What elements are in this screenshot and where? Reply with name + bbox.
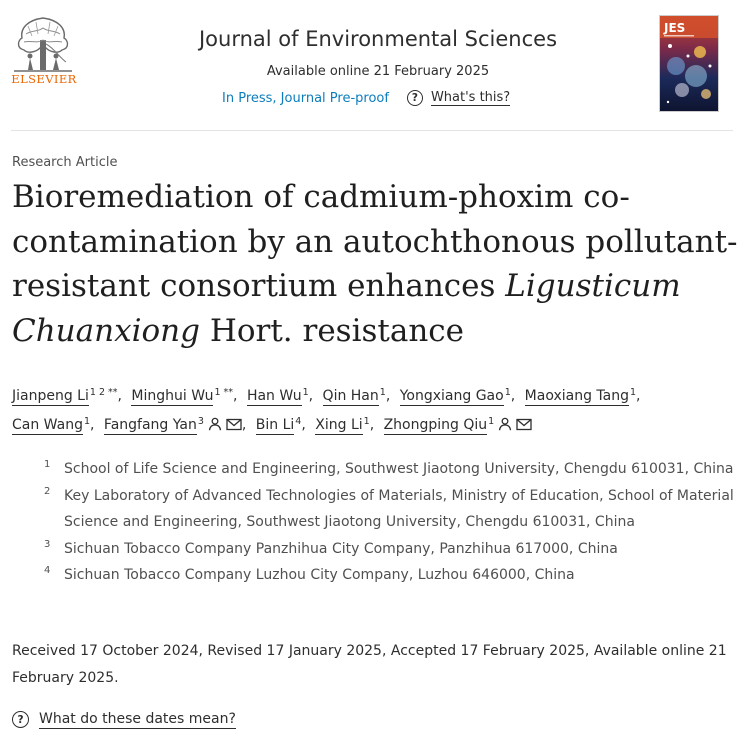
publisher-name: ELSEVIER xyxy=(11,72,77,86)
affiliation-text: Key Laboratory of Advanced Technologies of Materials, Ministry of Education, School of Material Science and Engineering, Southwest Jiaotong University, Chengdu 610031, China xyxy=(64,487,734,530)
person-icon[interactable] xyxy=(498,414,512,440)
author-name: Fangfang Yan xyxy=(103,417,197,433)
affiliation-text: Sichuan Tobacco Company Panzhihua City Company, Panzhihua 617000, China xyxy=(64,540,618,557)
author-item[interactable] xyxy=(256,417,302,433)
author-affiliation-sup: 1 xyxy=(363,416,370,427)
affiliation-number: 4 xyxy=(44,565,51,576)
author-name: Bin Li xyxy=(255,417,295,433)
author-affiliation-sup: 1 xyxy=(379,387,386,398)
affiliation-item xyxy=(44,456,734,483)
dates-help-button[interactable] xyxy=(12,711,236,729)
affiliation-list xyxy=(44,456,734,589)
author-item[interactable] xyxy=(104,417,242,433)
mail-icon[interactable] xyxy=(226,414,242,440)
author-name: Minghui Wu xyxy=(131,388,214,404)
article-title-species: Ligusticum Chuanxiong xyxy=(12,268,681,349)
author-affiliation-sup: 1 xyxy=(302,387,309,398)
header-divider xyxy=(11,130,733,131)
author-item[interactable] xyxy=(12,417,90,433)
author-affiliation-sup: 1 ** xyxy=(214,387,234,398)
author-name: Jianpeng Li xyxy=(12,388,89,404)
author-name: Qin Han xyxy=(322,388,379,404)
author-name: Can Wang xyxy=(12,417,83,433)
in-press-link[interactable]: In Press, Journal Pre-proof xyxy=(222,90,389,106)
article-title-main: Bioremediation of cadmium-phoxim co-contamination by an autochthonous pollutant-resistant consortium enhances xyxy=(12,179,738,304)
author-item[interactable] xyxy=(247,388,309,404)
author-affiliation-sup: 1 xyxy=(488,416,495,427)
article-title xyxy=(12,175,742,353)
author-name: Maoxiang Tang xyxy=(524,388,629,404)
affiliation-text: School of Life Science and Engineering, Southwest Jiaotong University, Chengdu 610031, China xyxy=(64,461,734,477)
author-name: Yongxiang Gao xyxy=(399,388,504,404)
author-list: Jianpeng $Li^{1 2 **}$, Minghui $Wu^{1 **}$, Han Wu$^1$, Qin Han$^1$, Yongxiang Gao$^1$, Maoxiang Tang$^1$, Can Wang$^1$, Fangfang Yan$^3$ , Bin Li$^4$, Xing Li$^1$, Zhongping Qiu$^1$ xyxy=(12,380,737,440)
author-affiliation-sup: 3 xyxy=(197,416,204,427)
question-circle-icon: ? xyxy=(12,711,29,728)
article-dates: Received 17 October 2024, Revised 17 January 2025, Accepted 17 February 2025, Available online 21 February 2025. xyxy=(12,643,727,686)
cover-abbrev: JES xyxy=(664,21,686,35)
whats-this-button[interactable] xyxy=(407,90,510,107)
article-type-label: Research Article xyxy=(12,155,118,170)
author-affiliation-sup: 4 xyxy=(295,416,302,427)
author-affiliation-sup: 1 xyxy=(630,387,637,398)
article-status-row xyxy=(222,88,510,108)
available-online-date: Available online 21 February 2025 xyxy=(266,64,490,79)
author-item[interactable] xyxy=(525,388,636,404)
author-item[interactable] xyxy=(131,388,233,404)
author-affiliation-sup: 1 xyxy=(83,416,91,427)
affiliation-text: Sichuan Tobacco Company Luzhou City Company, Luzhou 646000, China xyxy=(64,567,575,583)
question-circle-icon: ? xyxy=(407,90,423,106)
journal-header xyxy=(0,0,754,130)
journal-title[interactable]: Journal of Environmental Sciences xyxy=(198,27,558,51)
author-name: Zhongping Qiu xyxy=(383,417,488,433)
author-item[interactable] xyxy=(323,388,386,404)
mail-icon[interactable] xyxy=(516,414,532,440)
journal-cover-image[interactable] xyxy=(660,16,718,111)
affiliation-item xyxy=(44,562,734,589)
whats-this-label: What's this? xyxy=(430,89,511,105)
author-affiliation-sup: 1 2 ** xyxy=(89,387,118,398)
person-icon[interactable] xyxy=(208,414,222,440)
author-affiliation-sup: 1 xyxy=(504,387,511,398)
author-item[interactable] xyxy=(384,417,533,433)
affiliation-number: 2 xyxy=(44,485,51,497)
author-item[interactable] xyxy=(400,388,511,404)
affiliation-item xyxy=(44,536,734,563)
affiliation-item xyxy=(44,483,734,536)
author-item[interactable] xyxy=(315,417,369,433)
author-name: Xing Li xyxy=(315,417,363,433)
article-title-end: Hort. resistance xyxy=(209,312,465,349)
author-item[interactable] xyxy=(12,388,118,404)
affiliation-number: 1 xyxy=(44,459,51,470)
author-name: Han Wu xyxy=(246,388,302,404)
affiliation-number: 3 xyxy=(44,538,51,550)
dates-help-label: What do these dates mean? xyxy=(39,711,236,727)
